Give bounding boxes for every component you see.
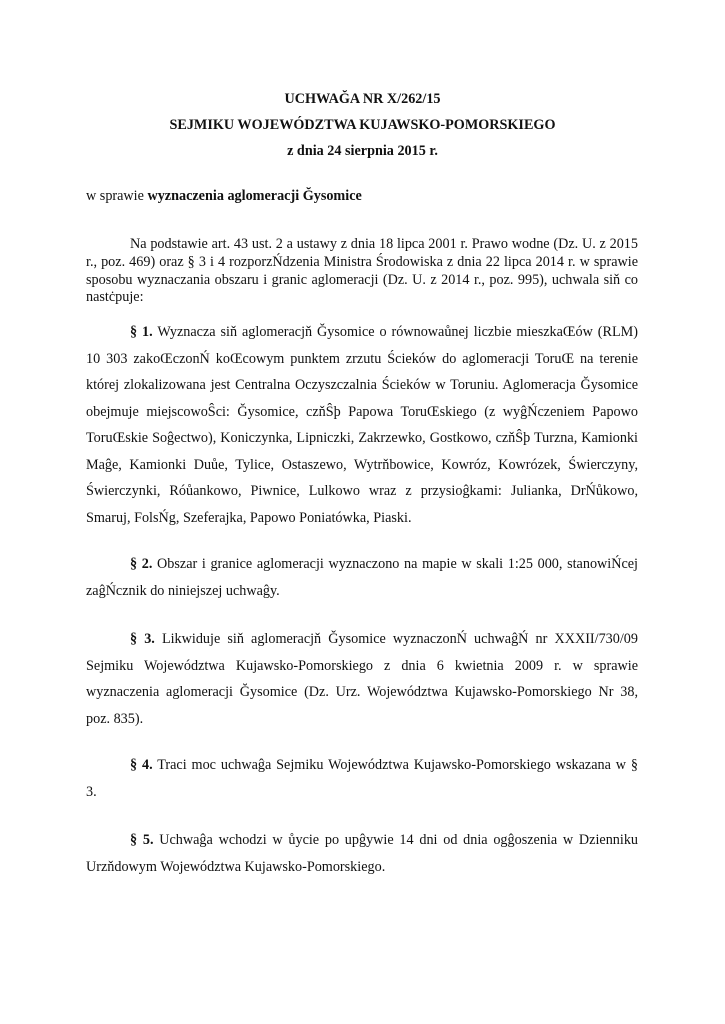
paragraph-text: Wyznacza siň aglomeracjň Ğysomice o równowaůnej liczbie mieszkaŒów (RLM) 10 303 zakoŒczonŃ koŒcowym punktem zrzutu Ścieków do aglomeracji ToruŒ na terenie której zlokalizowana jest Centralna Oczyszczalnia Ścieków w Toruniu. Aglomeracja Ğysomice obejmuje miejscowoŜci: Ğysomice, czňŜþ Papowa ToruŒskiego (z wyĝŃczeniem Papowo ToruŒskie Soĝectwo), Koniczynka, Lipniczki, Zakrzewko, Gostkowo, czňŜþ Turzna, Kamionki Maĝe, Kamionki Duůe, Tylice, Ostaszewo, Wytrňbowice, Kowróz, Kowrózek, Świerczyny, Świerczynki, Róůankowo, Piwnice, Lulkowo wraz z przysioĝkami: Julianka, DrŃůkowo, Smaruj, FolsŃg, Szeferajka, Papowo Poniatówka, Piaski. (86, 324, 639, 526)
paragraph-text: Obszar i granice aglomeracji wyznaczono na mapie w skali 1:25 000, stanowiŃcej zaĝŃcznik do niniejszej uchwaĝy. (86, 556, 639, 599)
paragraph-number: § 5. (130, 832, 154, 848)
issuing-body: SEJMIKU WOJEWÓDZTWA KUJAWSKO-POMORSKIEGO (169, 117, 556, 133)
paragraph-5 (86, 827, 638, 880)
paragraph-3 (86, 626, 638, 732)
resolution-header (0, 86, 725, 164)
resolution-date: z dnia 24 sierpnia 2015 r. (287, 143, 438, 159)
paragraph-number: § 4. (130, 757, 153, 773)
paragraph-number: § 2. (130, 556, 153, 572)
subject-prefix: w sprawie (86, 188, 148, 204)
legal-basis-preamble: Na podstawie art. 43 ust. 2 a ustawy z dnia 18 lipca 2001 r. Prawo wodne (Dz. U. z 2015 r., poz. 469) oraz § 3 i 4 rozporzŃdzenia Ministra Środowiska z dnia 22 lipca 2014 r. w sprawie sposobu wyznaczania obszaru i granic aglomeracji (Dz. U. z 2014 r., poz. 995), uchwala siň co nastċpuje: (86, 236, 638, 306)
paragraph-number: § 1. (130, 324, 153, 340)
paragraph-text: Uchwaĝa wchodzi w ůycie po upĝywie 14 dni od dnia ogĝoszenia w Dzienniku Urzňdowym Województwa Kujawsko-Pomorskiego. (86, 832, 639, 875)
paragraph-text: Traci moc uchwaĝa Sejmiku Województwa Kujawsko-Pomorskiego wskazana w § 3. (86, 757, 639, 800)
paragraph-number: § 3. (130, 631, 155, 647)
paragraph-text: Likwiduje siň aglomeracjň Ğysomice wyznaczonŃ uchwaĝŃ nr XXXII/730/09 Sejmiku Województwa Kujawsko-Pomorskiego z dnia 6 kwietnia 2009 r. w sprawie wyznaczenia aglomeracji Ğysomice (Dz. Urz. Województwa Kujawsko-Pomorskiego Nr 38, poz. 835). (86, 631, 638, 727)
paragraph-1 (86, 319, 638, 531)
resolution-number: UCHWAĞA NR X/262/15 (284, 91, 441, 107)
resolution-subject (86, 186, 646, 206)
paragraph-4 (86, 752, 638, 805)
paragraph-2 (86, 551, 638, 604)
subject-title: wyznaczenia aglomeracji Ğysomice (147, 188, 362, 204)
